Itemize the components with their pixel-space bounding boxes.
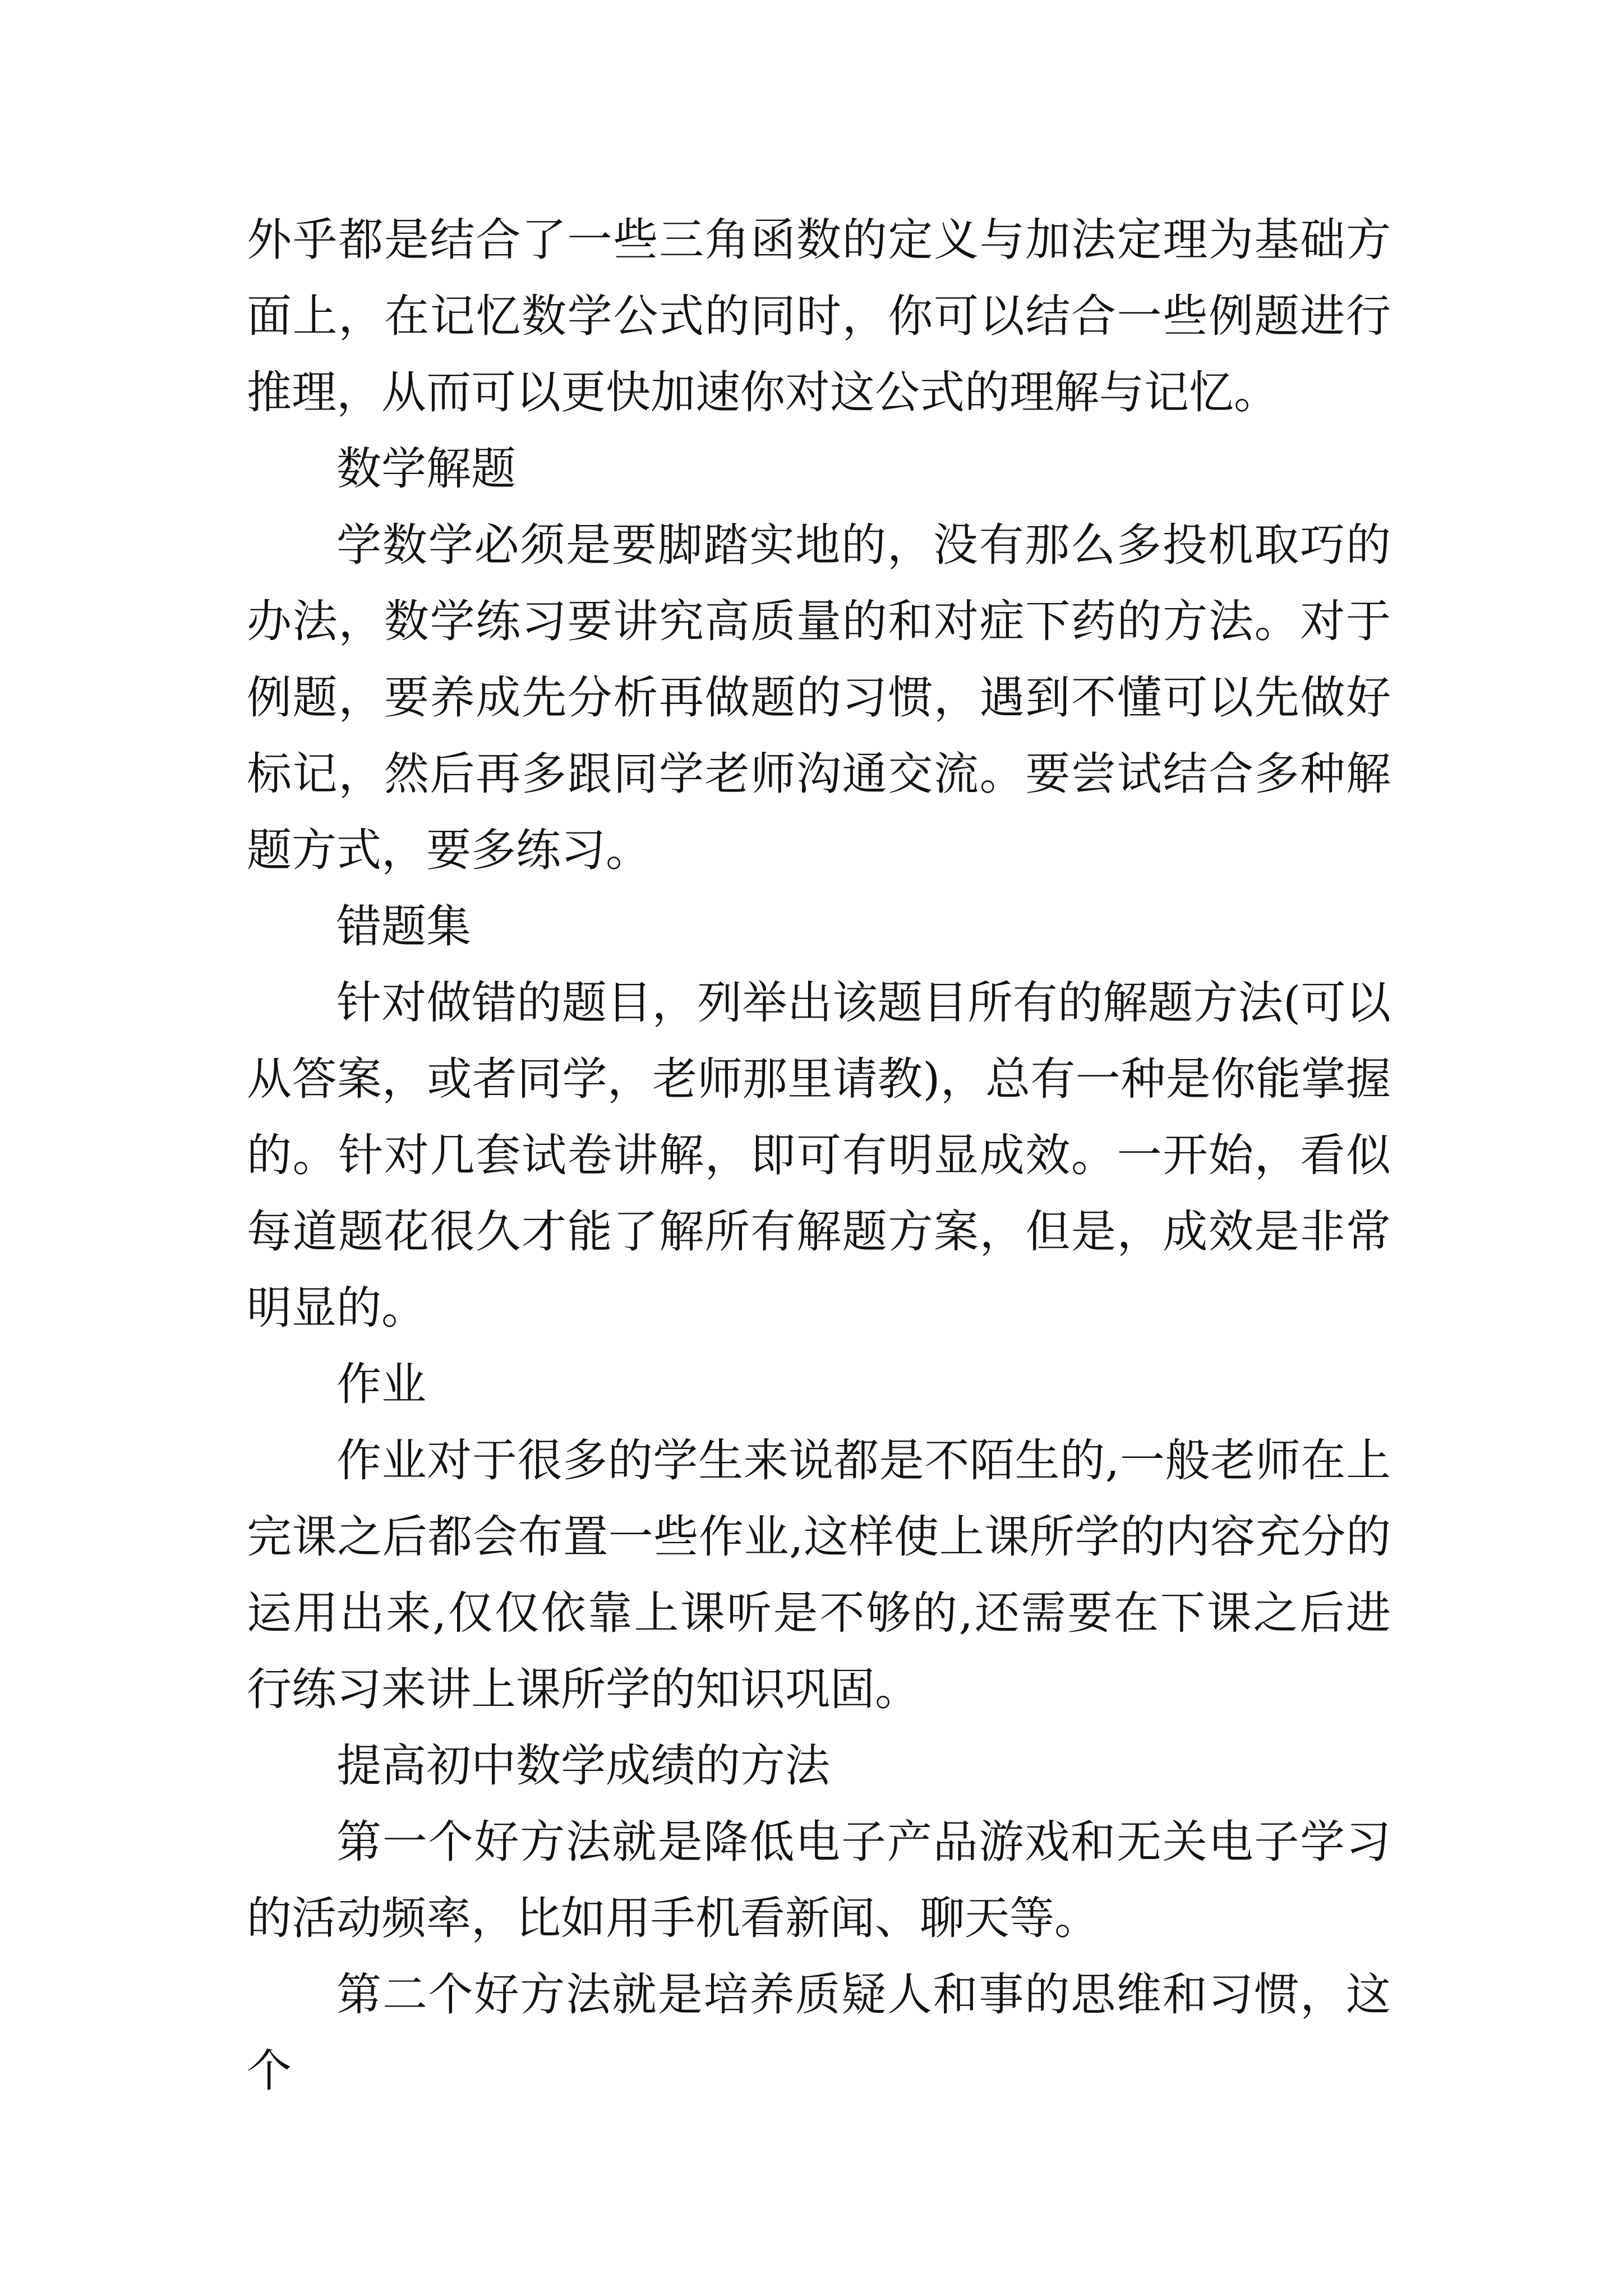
paragraph-math-problem-solving: 学数学必须是要脚踏实地的，没有那么多投机取巧的办法，数学练习要讲究高质量的和对症下药的方法。对于例题，要养成先分析再做题的习惯，遇到不懂可以先做好标记，然后再多跟同学老师沟通交流。要尝试结合多种解题方式，要多练习。 (247, 519, 1391, 876)
document-body (247, 202, 1391, 2109)
paragraph-second-method: 第二个好方法就是培养质疑人和事的思维和习惯，这个 (247, 1968, 1391, 2097)
paragraph-homework: 作业对于很多的学生来说都是不陌生的,一般老师在上完课之后都会布置一些作业,这样使上课所学的内容充分的运用出来,仅仅依靠上课听是不够的,还需要在下课之后进行练习来讲上课所学的知识巩固。 (247, 1434, 1391, 1715)
paragraph-error-collection: 针对做错的题目，列举出该题目所有的解题方法(可以从答案，或者同学，老师那里请教)，总有一种是你能掌握的。针对几套试卷讲解，即可有明显成效。一开始，看似每道题花很久才能了解所有解题方案，但是，成效是非常明显的。 (247, 977, 1391, 1334)
heading-homework: 作业 (336, 1358, 426, 1410)
heading-error-collection: 错题集 (336, 900, 471, 953)
heading-improve-math-scores: 提高初中数学成绩的方法 (336, 1740, 830, 1792)
heading-math-problem-solving: 数学解题 (336, 443, 516, 495)
paragraph-first-method: 第一个好方法就是降低电子产品游戏和无关电子学习的活动频率，比如用手机看新闻、聊天等。 (247, 1816, 1391, 1944)
paragraph-formula-memory: 外乎都是结合了一些三角函数的定义与加法定理为基础方面上，在记忆数学公式的同时，你可以结合一些例题进行推理，从而可以更快加速你对这公式的理解与记忆。 (247, 214, 1391, 418)
